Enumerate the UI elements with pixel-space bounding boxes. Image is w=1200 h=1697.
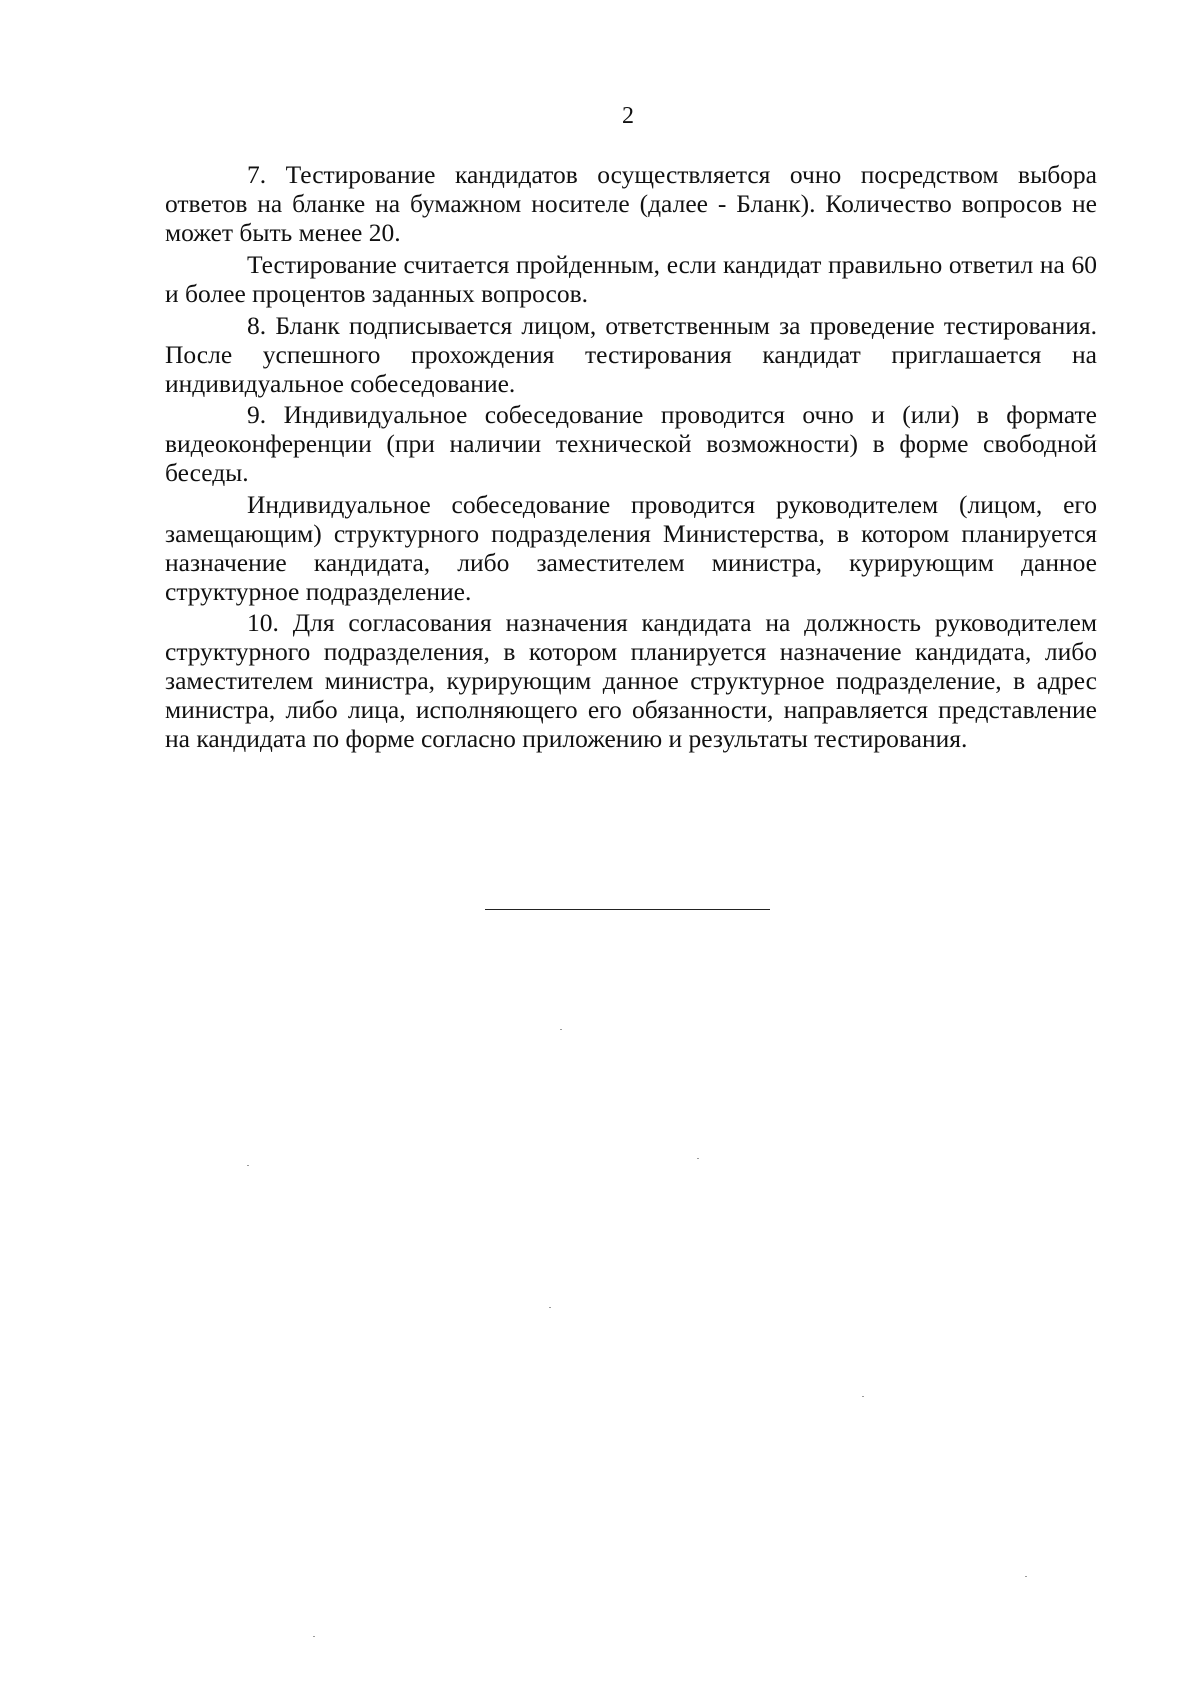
scan-speck [247, 1165, 249, 1166]
paragraph-7-testing: 7. Тестирование кандидатов осуществляется очно посредством выбора ответов на бланке на бумажном носителе (далее - Бланк). Количество вопросов не может быть менее 20. [165, 160, 1097, 247]
scan-speck [697, 1158, 699, 1159]
paragraph-testing-passed: Тестирование считается пройденным, если кандидат правильно ответил на 60 и более процентов заданных вопросов. [165, 250, 1097, 308]
scan-speck [560, 1029, 562, 1030]
scan-speck [549, 1307, 551, 1308]
scan-speck [862, 1396, 864, 1397]
scan-speck [313, 1636, 315, 1637]
paragraph-8-form-signing: 8. Бланк подписывается лицом, ответственным за проведение тестирования. После успешного прохождения тестирования кандидат приглашается на индивидуальное собеседование. [165, 311, 1097, 398]
page-number: 2 [622, 103, 634, 129]
scan-speck [1025, 1576, 1027, 1577]
paragraph-interview-conducted: Индивидуальное собеседование проводится руководителем (лицом, его замещающим) структурного подразделения Министерства, в котором планируется назначение кандидата, либо заместителем министра, курирующим данное структурное подразделение. [165, 490, 1097, 606]
paragraph-10-approval: 10. Для согласования назначения кандидата на должность руководителем структурного подразделения, в котором планируется назначение кандидата, либо заместителем министра, курирующим данное структурное подразделение, в адрес министра, либо лица, исполняющего его обязанности, направляется представление на кандидата по форме согласно приложению и результаты тестирования. [165, 608, 1097, 753]
document-body [165, 160, 1097, 756]
end-of-text-rule [485, 909, 770, 910]
paragraph-9-interview: 9. Индивидуальное собеседование проводится очно и (или) в формате видеоконференции (при наличии технической возможности) в форме свободной беседы. [165, 400, 1097, 487]
